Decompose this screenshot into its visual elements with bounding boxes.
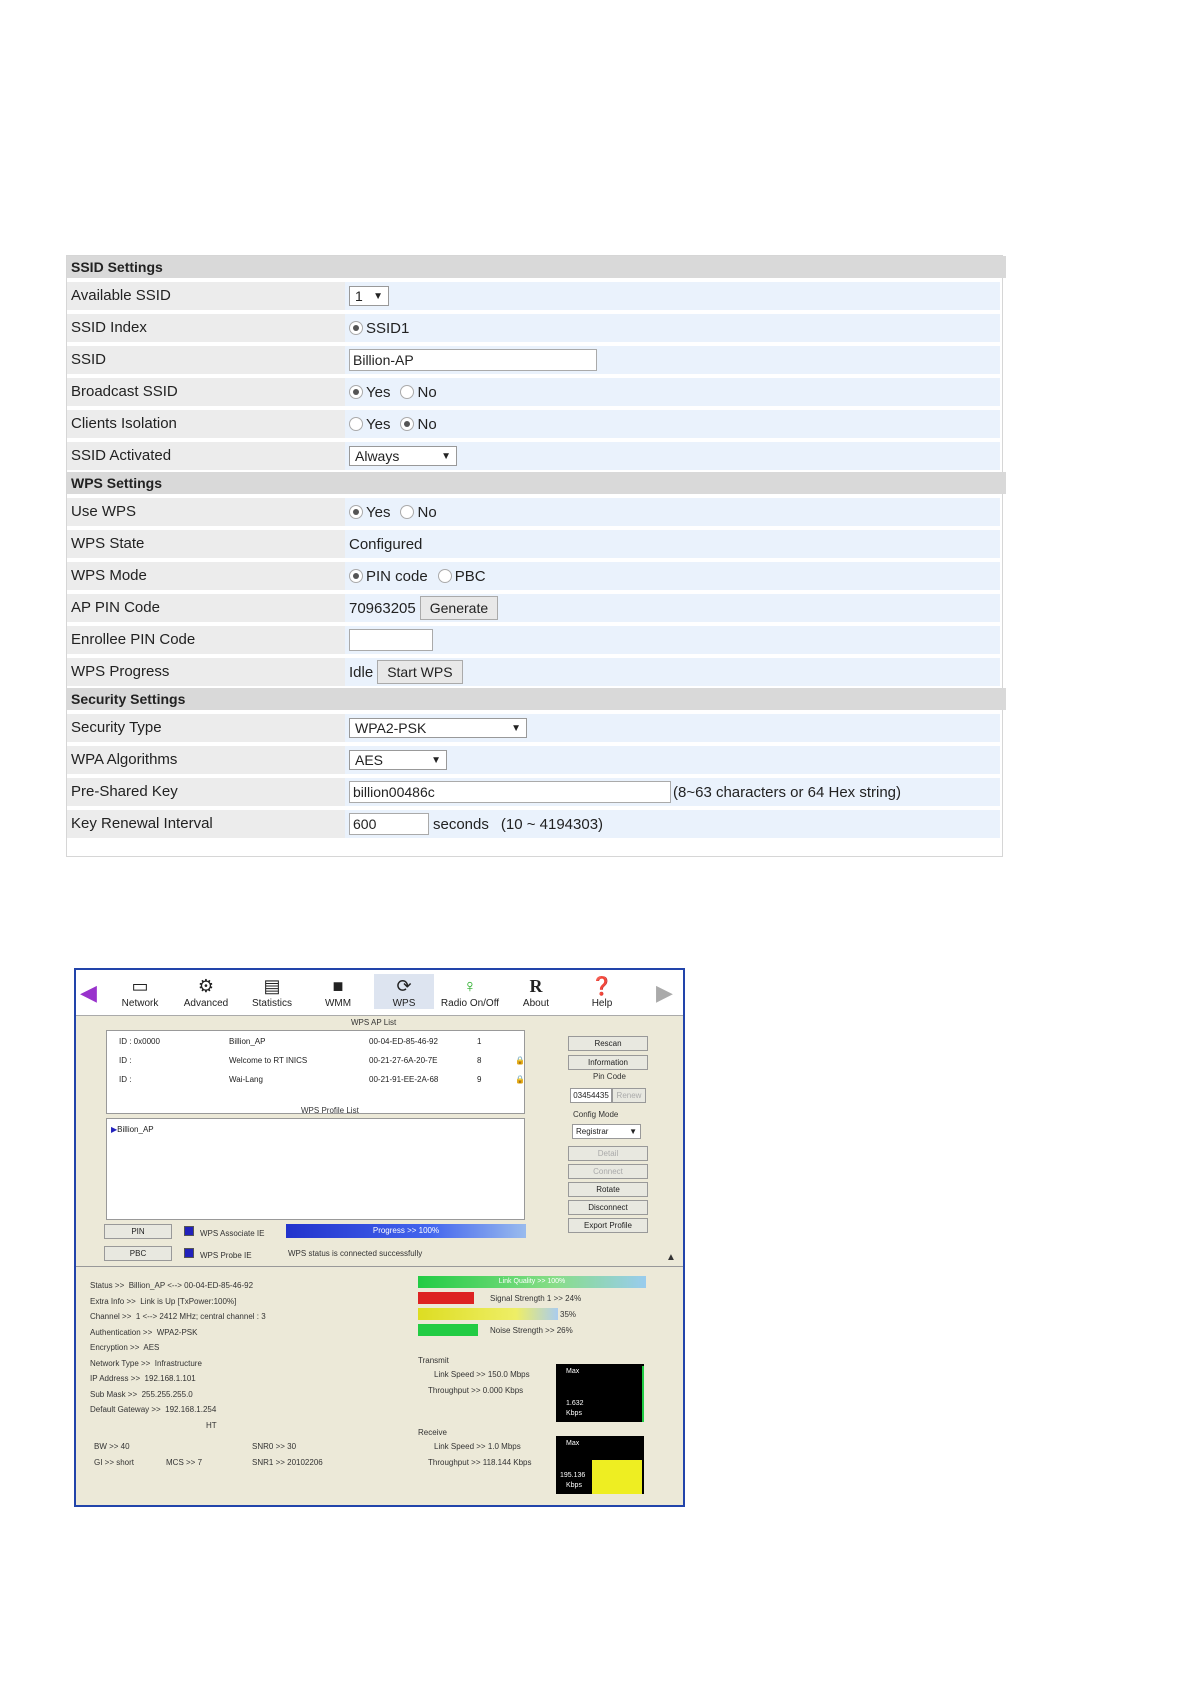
checkbox-icon xyxy=(184,1248,194,1258)
pbc-label: PBC xyxy=(454,567,486,585)
use-wps-no-label: No xyxy=(417,503,437,521)
ap-list-title: WPS AP List xyxy=(351,1018,397,1027)
pbc-radio[interactable] xyxy=(438,569,452,583)
tx-graph-value: 1.632 xyxy=(566,1400,584,1407)
config-mode-value: Registrar xyxy=(576,1127,609,1136)
security-type-label: Security Type xyxy=(67,714,347,742)
enrollee-pin-label: Enrollee PIN Code xyxy=(67,626,347,654)
tx-max-label: Max xyxy=(566,1368,580,1375)
use-wps-yes-label: Yes xyxy=(366,503,391,521)
use-wps-yes-radio[interactable] xyxy=(349,505,363,519)
profile-list xyxy=(106,1118,525,1220)
key-renewal-range: (10 ~ 4194303) xyxy=(500,815,604,833)
wireless-utility-window xyxy=(74,968,685,1507)
signal-strength-2-label: 35% xyxy=(560,1310,577,1319)
noise-strength-label: Noise Strength >> 26% xyxy=(490,1326,573,1335)
config-mode-caption: Config Mode xyxy=(573,1110,619,1119)
wps-progress-label: WPS Progress xyxy=(67,658,347,686)
utility-toolbar xyxy=(76,970,683,1016)
detail-button[interactable]: Detail xyxy=(568,1146,648,1161)
ht-title: HT xyxy=(206,1421,217,1430)
isolation-no-label: No xyxy=(417,415,437,433)
lock-icon: 🔒 xyxy=(515,1056,525,1065)
signal-strength-bar xyxy=(418,1292,474,1304)
use-wps-no-radio[interactable] xyxy=(400,505,414,519)
wpa-algorithms-label: WPA Algorithms xyxy=(67,746,347,774)
connect-button[interactable]: Connect xyxy=(568,1164,648,1179)
info-auth: Authentication >> WPA2-PSK xyxy=(90,1327,198,1337)
available-ssid-label: Available SSID xyxy=(67,282,347,310)
tx-graph-bar xyxy=(642,1366,644,1422)
tab-wps-label: WPS xyxy=(392,998,416,1009)
disconnect-button[interactable]: Disconnect xyxy=(568,1200,648,1215)
wireless-settings-table xyxy=(66,255,1003,857)
rescan-button[interactable]: Rescan xyxy=(568,1036,648,1051)
use-wps-label: Use WPS xyxy=(67,498,347,526)
about-icon: R xyxy=(529,976,543,996)
ap-name: Wai-Lang xyxy=(229,1075,263,1084)
tab-network[interactable] xyxy=(110,974,170,1009)
pin-code-caption: Pin Code xyxy=(593,1072,626,1081)
available-ssid-select[interactable]: 1 ▼ xyxy=(349,286,389,306)
collapse-arrow-icon[interactable]: ▲ xyxy=(666,1252,676,1263)
wps-state-value: Configured xyxy=(349,535,423,553)
ap-name: Welcome to RT INICS xyxy=(229,1056,308,1065)
tab-network-label: Network xyxy=(121,998,159,1009)
ssid-activated-label: SSID Activated xyxy=(67,442,347,470)
ssid-index-label: SSID Index xyxy=(67,314,347,342)
generate-button[interactable]: Generate xyxy=(420,596,498,620)
ap-channel: 9 xyxy=(477,1075,482,1084)
rx-graph-bar xyxy=(592,1460,642,1494)
wps-mode-label: WPS Mode xyxy=(67,562,347,590)
key-renewal-input[interactable]: 600 xyxy=(349,813,429,835)
chevron-down-icon: ▼ xyxy=(431,754,441,766)
assoc-ie-label: WPS Associate IE xyxy=(200,1229,265,1238)
broadcast-yes-radio[interactable] xyxy=(349,385,363,399)
ssid-input[interactable]: Billion-AP xyxy=(349,349,597,371)
tab-help[interactable] xyxy=(572,974,632,1009)
tab-about-label: About xyxy=(522,998,550,1009)
profile-list-title: WPS Profile List xyxy=(301,1106,359,1115)
ap-id: ID : xyxy=(119,1056,132,1065)
tab-about[interactable] xyxy=(506,974,566,1009)
tx-link-speed: Link Speed >> 150.0 Mbps xyxy=(434,1370,530,1379)
rotate-button[interactable]: Rotate xyxy=(568,1182,648,1197)
pin-code-radio[interactable] xyxy=(349,569,363,583)
wps-progress-bar: Progress >> 100% xyxy=(286,1224,526,1238)
ht-mcs: MCS >> 7 xyxy=(166,1458,203,1467)
psk-label: Pre-Shared Key xyxy=(67,778,347,806)
rx-throughput: Throughput >> 118.144 Kbps xyxy=(428,1458,532,1467)
transmit-title: Transmit xyxy=(418,1356,449,1365)
ssid-settings-header: SSID Settings xyxy=(67,256,1006,278)
ap-name: Billion_AP xyxy=(229,1037,266,1046)
ap-mac: 00-04-ED-85-46-92 xyxy=(369,1037,438,1046)
help-icon: ❓ xyxy=(590,976,614,996)
tab-wps[interactable] xyxy=(374,974,434,1009)
noise-strength-bar xyxy=(418,1324,478,1336)
probe-ie-label: WPS Probe IE xyxy=(200,1251,252,1260)
tab-advanced-label: Advanced xyxy=(183,998,229,1009)
tx-throughput: Throughput >> 0.000 Kbps xyxy=(428,1386,524,1395)
wpa-algorithms-select[interactable]: AES ▼ xyxy=(349,750,447,770)
broadcast-no-radio[interactable] xyxy=(400,385,414,399)
lock-icon: 🔒 xyxy=(515,1075,525,1084)
forward-arrow-icon[interactable]: ▶ xyxy=(656,980,673,1005)
divider xyxy=(76,1266,683,1267)
renew-button[interactable]: Renew xyxy=(612,1088,646,1103)
gear-icon: ⚙ xyxy=(197,976,215,996)
tab-radio[interactable] xyxy=(440,974,500,1009)
router-icon: ▭ xyxy=(131,976,149,996)
ssid1-option-label: SSID1 xyxy=(366,319,410,337)
key-renewal-label: Key Renewal Interval xyxy=(67,810,347,838)
ssid1-radio[interactable] xyxy=(349,321,363,335)
info-status: Status >> Billion_AP <--> 00-04-ED-85-46-92 xyxy=(90,1281,254,1290)
back-arrow-icon[interactable]: ◀ xyxy=(80,980,97,1005)
signal-strength-label: Signal Strength 1 >> 24% xyxy=(490,1294,582,1303)
wps-icon: ⟳ xyxy=(396,976,412,996)
tab-help-label: Help xyxy=(591,998,613,1009)
signal-strength-2-bar xyxy=(418,1308,558,1320)
profile-name: Billion_AP xyxy=(117,1125,154,1134)
wps-status-message: WPS status is connected successfully xyxy=(288,1249,423,1258)
ht-snr1: SNR1 >> 20102206 xyxy=(252,1458,323,1467)
isolation-no-radio[interactable] xyxy=(400,417,414,431)
rx-graph-value: 195.136 xyxy=(560,1472,586,1479)
security-settings-header: Security Settings xyxy=(67,688,1006,710)
ap-mac: 00-21-27-6A-20-7E xyxy=(369,1056,438,1065)
info-gateway: Default Gateway >> 192.168.1.254 xyxy=(90,1405,217,1414)
ap-list xyxy=(106,1030,525,1114)
rx-max-label: Max xyxy=(566,1440,580,1447)
broadcast-ssid-label: Broadcast SSID xyxy=(67,378,347,406)
pointer-icon: ▶ xyxy=(111,1125,118,1134)
wps-progress-value: Idle xyxy=(349,663,374,681)
tab-wmm-label: WMM xyxy=(324,998,352,1009)
checkbox-icon xyxy=(184,1226,194,1236)
pin-button[interactable]: PIN xyxy=(104,1224,172,1239)
ap-id: ID : 0x0000 xyxy=(119,1037,160,1046)
rx-graph-unit: Kbps xyxy=(566,1482,582,1489)
link-quality-meter: Link Quality >> 100% xyxy=(418,1276,646,1288)
broadcast-yes-label: Yes xyxy=(366,383,391,401)
ssid-label: SSID xyxy=(67,346,347,374)
tab-statistics[interactable] xyxy=(242,974,302,1009)
security-type-select[interactable]: WPA2-PSK ▼ xyxy=(349,718,527,738)
wmm-icon: ■ xyxy=(332,976,344,996)
key-renewal-unit: seconds xyxy=(433,815,489,833)
broadcast-no-label: No xyxy=(417,383,437,401)
ht-snr0: SNR0 >> 30 xyxy=(252,1442,297,1451)
pin-code-label: PIN code xyxy=(366,567,428,585)
receive-title: Receive xyxy=(418,1428,447,1437)
isolation-yes-label: Yes xyxy=(366,415,391,433)
tab-statistics-label: Statistics xyxy=(251,998,292,1009)
info-extra: Extra Info >> Link is Up [TxPower:100%] xyxy=(90,1296,237,1306)
tab-wmm[interactable] xyxy=(308,974,368,1009)
chevron-down-icon: ▼ xyxy=(373,290,383,302)
ht-gi: GI >> short xyxy=(94,1458,135,1467)
radio-icon: ♀ xyxy=(463,976,477,996)
tab-advanced[interactable] xyxy=(176,974,236,1009)
pbc-button[interactable]: PBC xyxy=(104,1246,172,1261)
rx-link-speed: Link Speed >> 1.0 Mbps xyxy=(434,1442,521,1451)
ap-pin-value: 70963205 xyxy=(349,599,416,617)
rx-graph xyxy=(556,1436,644,1494)
psk-input[interactable]: billion00486c xyxy=(349,781,671,803)
information-button[interactable]: Information xyxy=(568,1055,648,1070)
export-profile-button[interactable]: Export Profile xyxy=(568,1218,648,1233)
chevron-down-icon: ▼ xyxy=(629,1127,637,1136)
tx-graph xyxy=(556,1364,644,1422)
chevron-down-icon: ▼ xyxy=(441,450,451,462)
tx-graph-unit: Kbps xyxy=(566,1410,582,1417)
chevron-down-icon: ▼ xyxy=(511,722,521,734)
profile-item[interactable] xyxy=(111,1125,154,1134)
probe-ie-checkbox[interactable] xyxy=(184,1248,252,1260)
isolation-yes-radio[interactable] xyxy=(349,417,363,431)
ht-bw: BW >> 40 xyxy=(94,1442,130,1451)
wps-settings-header: WPS Settings xyxy=(67,472,1006,494)
statistics-icon: ▤ xyxy=(263,976,281,996)
info-channel: Channel >> 1 <--> 2412 MHz; central channel : 3 xyxy=(90,1312,266,1321)
info-ip: IP Address >> 192.168.1.101 xyxy=(90,1374,196,1383)
clients-isolation-label: Clients Isolation xyxy=(67,410,347,438)
ap-channel: 1 xyxy=(477,1037,482,1046)
tab-radio-label: Radio On/Off xyxy=(440,998,500,1009)
info-encryption: Encryption >> AES xyxy=(90,1343,160,1352)
wps-state-label: WPS State xyxy=(67,530,347,558)
assoc-ie-checkbox[interactable] xyxy=(184,1226,264,1238)
start-wps-button[interactable]: Start WPS xyxy=(377,660,462,684)
psk-hint: (8~63 characters or 64 Hex string) xyxy=(673,783,902,801)
ap-channel: 8 xyxy=(477,1056,482,1065)
ap-id: ID : xyxy=(119,1075,132,1084)
info-network-type: Network Type >> Infrastructure xyxy=(90,1358,202,1368)
ssid-activated-select[interactable]: Always ▼ xyxy=(349,446,457,466)
enrollee-pin-input[interactable] xyxy=(349,629,433,651)
config-mode-select[interactable] xyxy=(572,1124,641,1139)
ap-pin-label: AP PIN Code xyxy=(67,594,347,622)
ap-mac: 00-21-91-EE-2A-68 xyxy=(369,1075,439,1084)
pin-code-value: 03454435 xyxy=(570,1088,612,1103)
connection-info xyxy=(90,1278,266,1418)
info-mask: Sub Mask >> 255.255.255.0 xyxy=(90,1389,193,1399)
